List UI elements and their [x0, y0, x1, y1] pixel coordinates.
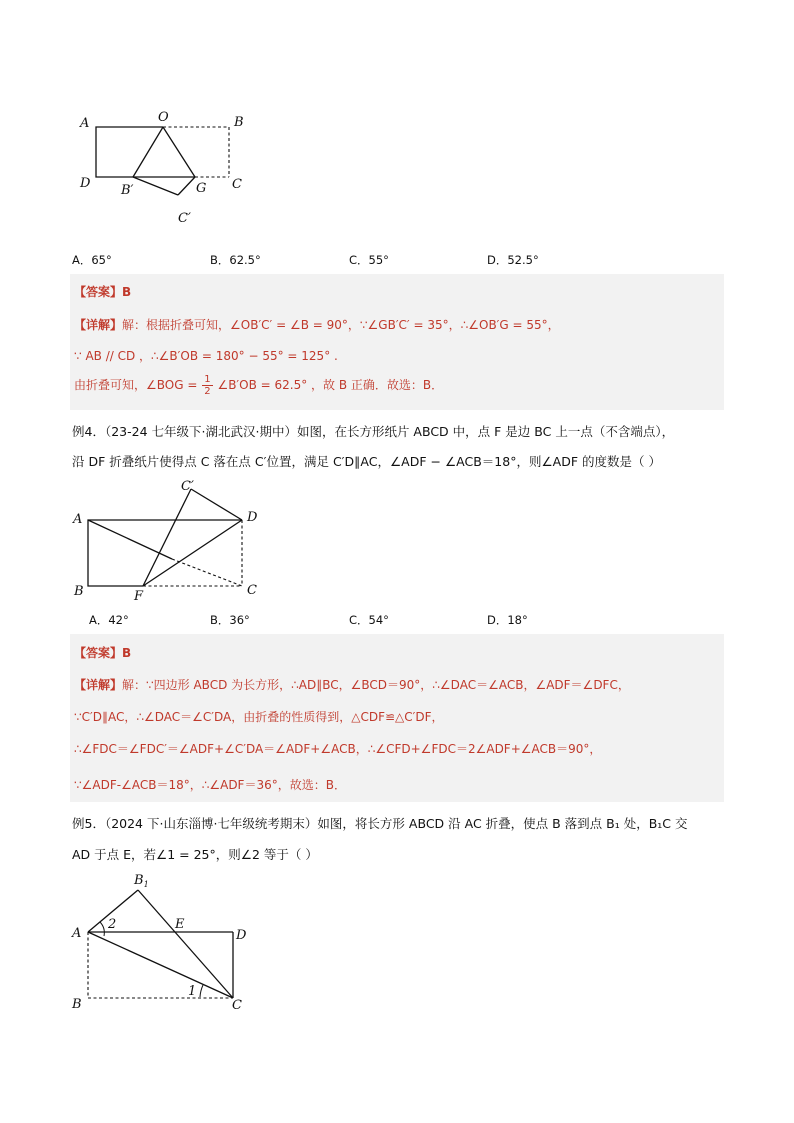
options-q3 [72, 252, 692, 272]
detail-text: ∴∠FDC＝∠FDC′＝∠ADF+∠C′DA＝∠ADF+∠ACB，∴∠CFD+∠FDC＝2∠ADF+∠ACB＝90°， [74, 742, 602, 756]
detail-line-3 [74, 740, 601, 757]
label-A: A [73, 512, 83, 527]
label-C: C [232, 177, 242, 192]
question-5-line-2: AD 于点 E，若∠1 = 25°，则∠2 等于（ ） [72, 847, 318, 862]
figure-q3 [70, 100, 270, 235]
answer-tag: 【答案】 [74, 646, 123, 660]
label-D: D [80, 176, 91, 191]
label-B: B [234, 115, 244, 130]
label-O: O [158, 110, 169, 125]
label-A: A [72, 926, 82, 941]
label-C-prime: C′ [178, 211, 191, 226]
answer-line [74, 644, 131, 661]
detail-text: ∠B′OB = 62.5° ，故 B 正确．故选：B． [217, 378, 444, 392]
label-C: C [232, 998, 242, 1013]
label-D: D [247, 510, 258, 525]
detail-line-1 [74, 316, 560, 333]
label-E: E [175, 917, 185, 932]
option-c[interactable]: C．55° [349, 253, 389, 267]
detail-tag: 【详解】 [74, 678, 123, 692]
fraction-one-half: $\frac{1}{2}$ [204, 374, 211, 397]
label-B: B [72, 997, 82, 1012]
option-b[interactable]: B．36° [210, 613, 250, 627]
label-B1: $B_1$ [134, 873, 149, 889]
option-d[interactable]: D．18° [487, 613, 528, 627]
label-A: A [80, 116, 90, 131]
label-F: F [134, 589, 144, 604]
option-b[interactable]: B．62.5° [210, 253, 261, 267]
detail-text: 解：根据折叠可知，∠OB′C′ = ∠B = 90°，∵∠GB′C′ = 35°，∴∠OB′G = 55°， [122, 318, 560, 332]
question-4-line-1: 例4．（23-24 七年级下·湖北武汉·期中）如图，在长方形纸片 ABCD 中，点 F 是边 BC 上一点（不含端点）， [72, 424, 675, 439]
question-5-line-1: 例5．（2024 下·山东淄博·七年级统考期末）如图，将长方形 ABCD 沿 AC 折叠，使点 B 落到点 B₁ 处，B₁C 交 [72, 816, 688, 831]
detail-text: ∵C′D∥AC，∴∠DAC＝∠C′DA，由折叠的性质得到，△CDF≌△C′DF， [74, 710, 444, 724]
figure-q4 [70, 474, 270, 604]
detail-text: ∵∠ADF-∠ACB＝18°，∴∠ADF＝36°，故选：B． [74, 778, 346, 792]
options-q4 [72, 612, 692, 632]
label-D: D [236, 928, 247, 943]
detail-text: 解：∵四边形 ABCD 为长方形，∴AD∥BC，∠BCD＝90°，∴∠DAC＝∠ACB，∠ADF＝∠DFC， [122, 678, 630, 692]
question-4-line-2: 沿 DF 折叠纸片使得点 C 落在点 C′位置，满足 C′D∥AC，∠ADF − ∠ACB＝18°，则∠ADF 的度数是（ ） [72, 454, 661, 469]
figure-q5 [66, 866, 260, 1016]
label-B: B [74, 584, 84, 599]
answer-line [74, 283, 131, 300]
label-C-prime: C′ [181, 479, 194, 494]
option-a[interactable]: A．42° [89, 613, 129, 627]
option-c[interactable]: C．54° [349, 613, 389, 627]
detail-text: 由折叠可知，∠BOG = [74, 378, 198, 392]
detail-tag: 【详解】 [74, 318, 123, 332]
detail-line-2 [74, 708, 444, 725]
label-angle-2: 2 [108, 917, 117, 932]
answer-box-q3 [70, 274, 724, 410]
detail-line-3 [74, 374, 443, 397]
option-a[interactable]: A．65° [72, 253, 112, 267]
label-G: G [196, 181, 207, 196]
detail-text: ∵ AB // CD ，∴∠B′OB = 180° − 55° = 125° . [74, 349, 338, 363]
answer-box-q4 [70, 634, 724, 802]
answer-value: B [122, 285, 132, 299]
label-C: C [247, 583, 257, 598]
detail-line-2 [74, 347, 338, 364]
detail-line-1 [74, 676, 630, 693]
answer-value: B [122, 646, 132, 660]
answer-tag: 【答案】 [74, 285, 123, 299]
option-d[interactable]: D．52.5° [487, 253, 539, 267]
label-B-prime: B′ [121, 183, 134, 198]
label-angle-1: 1 [188, 984, 197, 999]
detail-line-4 [74, 776, 346, 793]
